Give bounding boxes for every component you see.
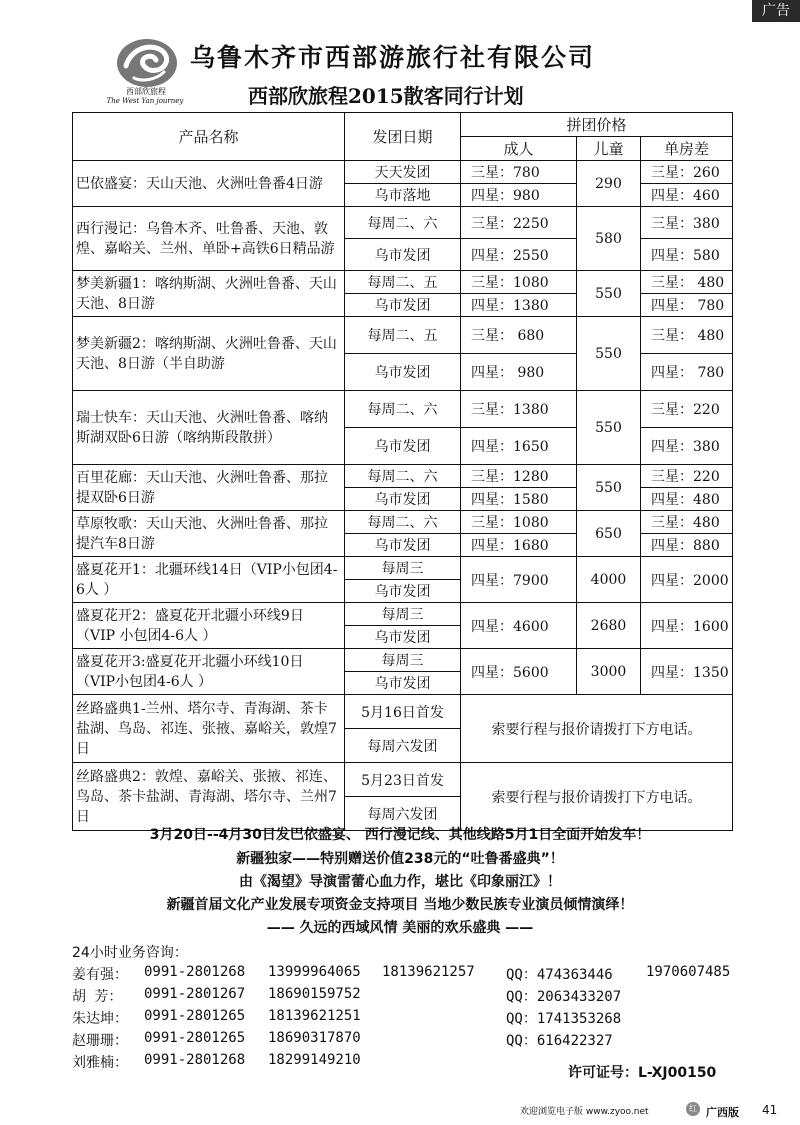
first-departure: 5月16日首发: [345, 695, 461, 729]
contact-tel: 0991-2801268: [144, 1052, 246, 1068]
single-supplement-3star: 三星：260: [641, 161, 733, 184]
adult-price-3star: 三星：1280: [461, 465, 577, 488]
adult-price-4star: 四星：980: [461, 184, 577, 207]
table-row: [73, 649, 733, 672]
depart-schedule: 每周六发团: [345, 797, 461, 831]
consult-title: 24小时业务咨询：: [72, 945, 188, 961]
depart-schedule: 每周二、五: [345, 271, 461, 294]
contact-row: [72, 986, 732, 1006]
contact-qq: QQ：616422327: [506, 1033, 613, 1049]
price-table: [72, 112, 733, 831]
table-row: [73, 465, 733, 488]
contact-qq-2: 1970607485: [646, 964, 731, 980]
contact-tel: 0991-2801265: [144, 1030, 246, 1046]
product-name: 梦美新疆1：喀纳斯湖、火洲吐鲁番、天山天池、8日游: [73, 271, 345, 317]
product-name: 草原牧歌：天山天池、火洲吐鲁番、那拉提汽车8日游: [73, 511, 345, 557]
contact-name: 赵珊珊：: [72, 1033, 128, 1049]
adult-price-4star: 四星：5600: [461, 649, 577, 695]
product-name: 西行漫记：乌鲁木齐、吐鲁番、天池、敦煌、嘉峪关、兰州、单卧+高铁6日精品游: [73, 207, 345, 271]
contact-qq: QQ：2063433207: [506, 989, 622, 1005]
adult-price-3star: 三星： 680: [461, 317, 577, 354]
promo-line: 由《渴望》导演雷蕾心血力作，堪比《印象丽江》！: [239, 874, 561, 890]
child-price: 290: [577, 161, 641, 207]
single-supplement-4star: 四星：1350: [641, 649, 733, 695]
contact-row: [72, 1008, 732, 1028]
child-price: 580: [577, 207, 641, 271]
child-price: 550: [577, 317, 641, 391]
header-adult: 成人: [461, 137, 577, 161]
product-name: 巴依盛宴：天山天池、火洲吐鲁番4日游: [73, 161, 345, 207]
adult-price-3star: 三星：1380: [461, 391, 577, 428]
depart-location: 乌市发团: [345, 239, 461, 271]
adult-price-4star: 四星：1650: [461, 428, 577, 465]
company-name: 乌鲁木齐市西部游旅行社有限公司: [190, 43, 596, 72]
swirl-logo-icon: [112, 36, 182, 90]
table-row: [73, 763, 733, 797]
product-name: 丝路盛典1-兰州、塔尔寺、青海湖、茶卡盐湖、鸟岛、祁连、张掖、嘉峪关，敦煌7日: [73, 695, 345, 763]
adult-price-3star: 三星：780: [461, 161, 577, 184]
child-price: 2680: [577, 603, 641, 649]
table-row: [73, 207, 733, 239]
table-row: [73, 695, 733, 729]
depart-schedule: 每周二、五: [345, 317, 461, 354]
adult-price-4star: 四星：1380: [461, 294, 577, 317]
depart-location: 乌市发团: [345, 626, 461, 649]
license-number: 许可证号：L-XJ00150: [568, 1065, 717, 1081]
contact-qq: QQ：1741353268: [506, 1011, 622, 1027]
depart-schedule: 每周三: [345, 649, 461, 672]
depart-schedule: 每周二、六: [345, 391, 461, 428]
adult-price-4star: 四星：4600: [461, 603, 577, 649]
depart-location: 乌市发团: [345, 488, 461, 511]
depart-schedule: 天天发团: [345, 161, 461, 184]
adult-price-3star: 三星：2250: [461, 207, 577, 239]
depart-location: 乌市发团: [345, 580, 461, 603]
product-name: 盛夏花开1：北疆环线14日（VIP小包团4-6人 ）: [73, 557, 345, 603]
single-supplement-3star: 三星：220: [641, 465, 733, 488]
depart-schedule: 每周三: [345, 603, 461, 626]
header-date: 发团日期: [345, 113, 461, 161]
depart-schedule: 每周三: [345, 557, 461, 580]
promo-line: —— 久远的西域风情 美丽的欢乐盛典 ——: [266, 920, 534, 936]
contact-tel: 0991-2801267: [144, 986, 246, 1002]
contact-mobile: 18690317870: [268, 1030, 361, 1046]
single-supplement-4star: 四星：880: [641, 534, 733, 557]
contact-mobile: 18299149210: [268, 1052, 361, 1068]
footer-edition: 广西版: [706, 1106, 739, 1119]
single-supplement-4star: 四星： 780: [641, 294, 733, 317]
promo-line: 3月20日--4月30日发巴依盛宴、 西行漫记线、其他线路5月1日全面开始发车！: [149, 827, 651, 843]
single-supplement-3star: 三星： 480: [641, 271, 733, 294]
header-price: 拼团价格: [461, 113, 733, 137]
header-product: 产品名称: [73, 113, 345, 161]
child-price: 550: [577, 465, 641, 511]
single-supplement-3star: 三星：380: [641, 207, 733, 239]
promo-line: 新疆独家——特别赠送价值238元的“吐鲁番盛典”！: [236, 851, 564, 867]
contact-tel: 0991-2801265: [144, 1008, 246, 1024]
single-supplement-4star: 四星：480: [641, 488, 733, 511]
single-supplement-4star: 四星：380: [641, 428, 733, 465]
adult-price-4star: 四星：1580: [461, 488, 577, 511]
adult-price-4star: 四星：7900: [461, 557, 577, 603]
single-supplement-3star: 三星： 480: [641, 317, 733, 354]
product-name: 盛夏花开3:盛夏花开北疆小环线10日（VIP小包团4-6人 ）: [73, 649, 345, 695]
contact-name: 胡 芳：: [72, 989, 123, 1005]
single-supplement-4star: 四星：1600: [641, 603, 733, 649]
ad-tag: 广告: [752, 0, 800, 22]
product-name: 瑞士快车：天山天池、火洲吐鲁番、喀纳斯湖双卧6日游（喀纳斯段散拼）: [73, 391, 345, 465]
single-supplement-4star: 四星：580: [641, 239, 733, 271]
child-price: 3000: [577, 649, 641, 695]
contact-name: 朱达坤：: [72, 1011, 128, 1027]
table-row: [73, 317, 733, 354]
price-inquiry-note: 索要行程与报价请拨打下方电话。: [461, 763, 733, 831]
depart-schedule: 每周二、六: [345, 511, 461, 534]
depart-schedule: 每周二、六: [345, 465, 461, 488]
table-row: [73, 391, 733, 428]
depart-location: 乌市发团: [345, 354, 461, 391]
promo-line: 新疆首届文化产业发展专项资金支持项目 当地少数民族专业演员倾情演绎！: [166, 897, 634, 913]
adult-price-4star: 四星：2550: [461, 239, 577, 271]
single-supplement-3star: 三星：480: [641, 511, 733, 534]
price-inquiry-note: 索要行程与报价请拨打下方电话。: [461, 695, 733, 763]
contact-row: [72, 1030, 732, 1050]
child-price: 550: [577, 271, 641, 317]
contact-qq: QQ：474363446: [506, 967, 613, 983]
product-name: 盛夏花开2：盛夏花开北疆小环线9日（VIP 小包团4-6人 ）: [73, 603, 345, 649]
header-child: 儿童: [577, 137, 641, 161]
product-name: 丝路盛典2：敦煌、嘉峪关、张掖、祁连、鸟岛、茶卡盐湖、青海湖、塔尔寺、兰州7日: [73, 763, 345, 831]
footer-badge-icon: 红: [686, 1102, 700, 1116]
contact-mobile: 13999964065: [268, 964, 361, 980]
adult-price-3star: 三星：1080: [461, 271, 577, 294]
contact-name: 姜有强：: [72, 967, 128, 983]
table-row: [73, 511, 733, 534]
adult-price-3star: 三星：1080: [461, 511, 577, 534]
logo-cn: 西部欣旅程: [126, 87, 166, 96]
product-name: 梦美新疆2：喀纳斯湖、火洲吐鲁番、天山天池、8日游（半自助游: [73, 317, 345, 391]
product-name: 百里花廊：天山天池、火洲吐鲁番、那拉提双卧6日游: [73, 465, 345, 511]
page-number: 41: [762, 1103, 778, 1117]
depart-schedule: 每周六发团: [345, 729, 461, 763]
depart-schedule: 每周二、六: [345, 207, 461, 239]
child-price: 650: [577, 511, 641, 557]
single-supplement-4star: 四星：2000: [641, 557, 733, 603]
table-row: [73, 271, 733, 294]
child-price: 4000: [577, 557, 641, 603]
contact-mobile-2: 18139621257: [382, 964, 475, 980]
contact-name: 刘雅楠：: [72, 1055, 128, 1071]
depart-location: 乌市发团: [345, 428, 461, 465]
first-departure: 5月23日首发: [345, 763, 461, 797]
logo-en: The West Yan journey: [106, 97, 184, 105]
contact-mobile: 18139621251: [268, 1008, 361, 1024]
header-single: 单房差: [641, 137, 733, 161]
depart-location: 乌市发团: [345, 534, 461, 557]
child-price: 550: [577, 391, 641, 465]
contact-mobile: 18690159752: [268, 986, 361, 1002]
single-supplement-4star: 四星：460: [641, 184, 733, 207]
depart-location: 乌市发团: [345, 294, 461, 317]
table-row: [73, 557, 733, 580]
contact-tel: 0991-2801268: [144, 964, 246, 980]
contact-row: [72, 964, 732, 984]
table-row: [73, 161, 733, 184]
single-supplement-4star: 四星： 780: [641, 354, 733, 391]
depart-location: 乌市发团: [345, 672, 461, 695]
plan-title: 西部欣旅程2015散客同行计划: [248, 84, 524, 108]
depart-location: 乌市落地: [345, 184, 461, 207]
table-row: [73, 603, 733, 626]
adult-price-4star: 四星：1680: [461, 534, 577, 557]
adult-price-4star: 四星： 980: [461, 354, 577, 391]
footer-site: 欢迎浏览电子版 www.zyoo.net: [520, 1107, 649, 1117]
single-supplement-3star: 三星：220: [641, 391, 733, 428]
